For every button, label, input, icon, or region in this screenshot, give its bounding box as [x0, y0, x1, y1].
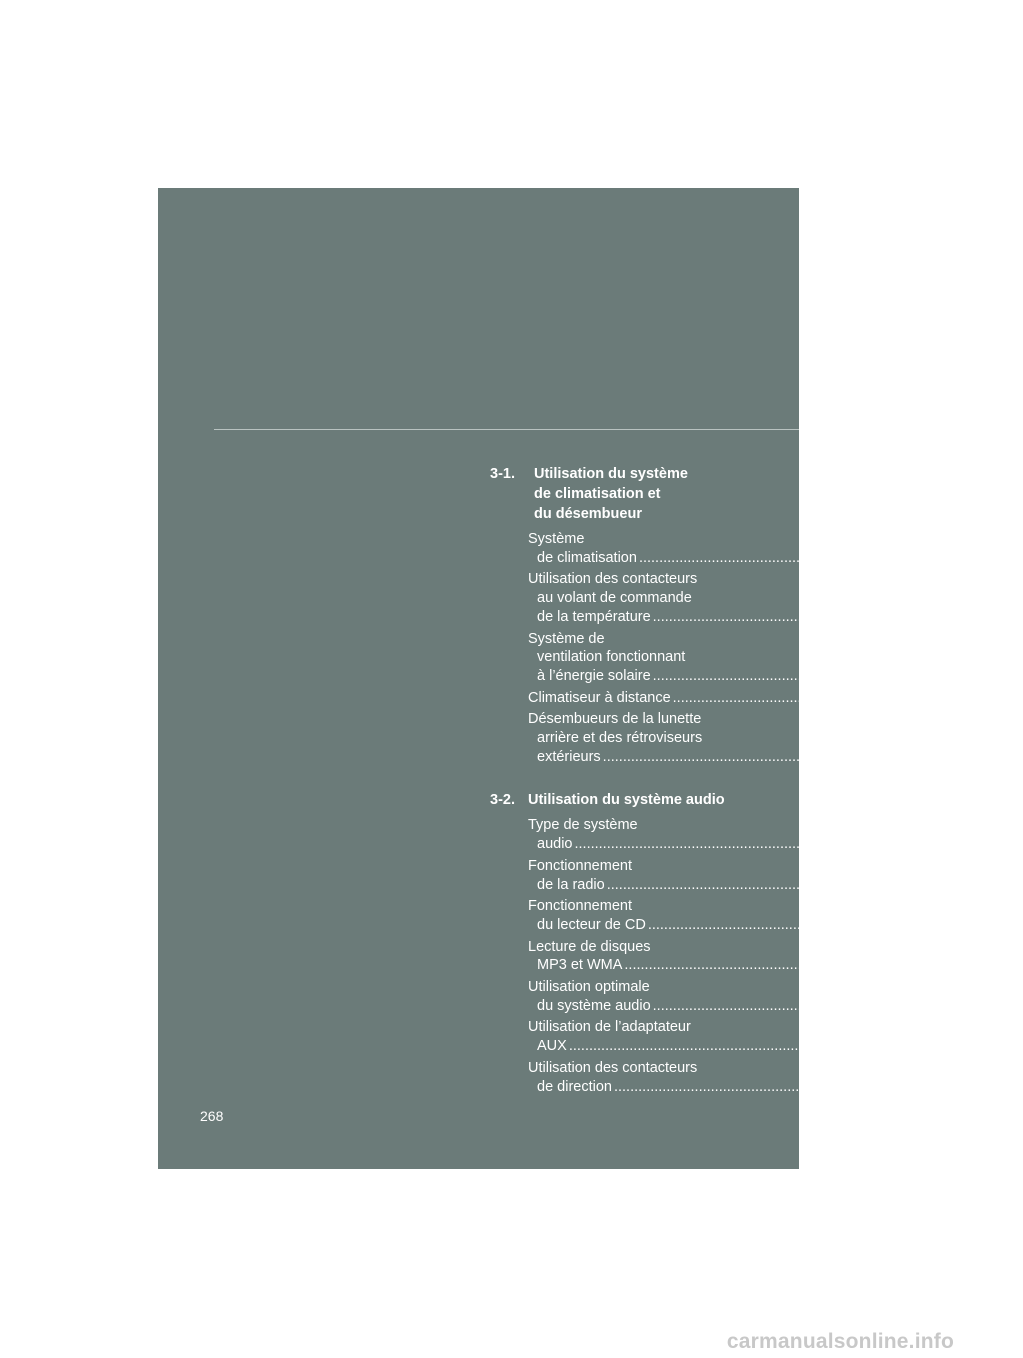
- entry-line: du système audio: [537, 997, 651, 1014]
- toc-entry[interactable]: [528, 1018, 920, 1055]
- section-heading: [490, 790, 740, 810]
- entry-page-number: 289: [928, 748, 953, 765]
- entry-line: au volant de commande: [537, 590, 692, 607]
- table-of-contents: [490, 464, 1023, 1120]
- entry-line: Système: [528, 531, 585, 547]
- entry-line: de direction: [537, 1078, 612, 1095]
- entry-line: MP3 et WMA: [537, 957, 623, 974]
- toc-entry[interactable]: [528, 530, 990, 567]
- section-title-line: de climatisation et: [534, 486, 661, 502]
- entry-line: du lecteur de CD: [537, 916, 646, 933]
- entry-page-number: 291: [900, 836, 925, 853]
- toc-section: [490, 790, 1003, 1096]
- entry-line: Utilisation de l’adaptateur: [528, 1019, 691, 1036]
- divider-line: [214, 429, 799, 430]
- section-title: [528, 464, 740, 524]
- section-title-line: Utilisation du système audio: [528, 792, 725, 809]
- toc-entry[interactable]: [528, 630, 1003, 686]
- entry-page-number: 319: [978, 997, 1003, 1014]
- dot-leader: ................................................................................: [568, 1038, 892, 1055]
- section-number: 3-1.: [490, 466, 515, 482]
- entry-line: de la radio: [537, 876, 605, 893]
- entry-line: Fonctionnement: [528, 857, 632, 874]
- entry-page-number: 322: [894, 1038, 920, 1055]
- entry-line: Fonctionnement: [528, 898, 632, 915]
- toc-entry[interactable]: [528, 978, 1003, 1015]
- entry-line: Utilisation des contacteurs: [528, 1059, 698, 1076]
- dot-leader: ................................................................................: [613, 1078, 937, 1095]
- entry-line: audio: [537, 836, 573, 853]
- toc-entry[interactable]: [528, 857, 958, 894]
- entry-page-number: 280: [978, 608, 1003, 625]
- watermark: carmanualsonline.info: [726, 1330, 954, 1353]
- toc-entry[interactable]: [528, 816, 925, 853]
- entry-line: Lecture de disques: [528, 938, 651, 955]
- entry-page-number: 303: [973, 916, 999, 933]
- dot-leader: ................................................................................: [606, 876, 930, 893]
- section-title: [528, 790, 740, 810]
- entry-line: Désembueurs de la lunette: [528, 711, 702, 728]
- dot-leader: ................................................................................: [602, 748, 925, 765]
- entry-line: Type de système: [528, 817, 638, 834]
- entry-line: extérieurs: [537, 748, 601, 765]
- entry-line: Système de: [528, 630, 605, 647]
- toc-section: [490, 464, 1023, 766]
- entry-line: ventilation fonctionnant: [537, 649, 686, 666]
- entry-page-number: 294: [932, 876, 958, 893]
- dot-leader: ................................................................................: [672, 689, 995, 706]
- entry-page-number: 311: [951, 957, 975, 974]
- entry-line: Utilisation optimale: [528, 979, 650, 996]
- dot-leader: ................................................................................: [652, 608, 975, 625]
- page-number: 268: [200, 1108, 224, 1124]
- toc-entry[interactable]: [528, 689, 1023, 708]
- toc-entry[interactable]: [528, 897, 999, 934]
- entry-page-number: 323: [940, 1078, 965, 1095]
- entry-page-number: 285: [998, 689, 1023, 706]
- dot-leader: ................................................................................: [652, 667, 975, 684]
- toc-entry[interactable]: [528, 570, 1003, 626]
- toc-entry[interactable]: [528, 710, 953, 766]
- section-heading: [490, 464, 740, 524]
- dot-leader: ................................................................................: [624, 957, 947, 974]
- dot-leader: ................................................................................: [652, 997, 975, 1014]
- entry-line: de climatisation: [537, 549, 637, 566]
- entry-line: AUX: [537, 1038, 567, 1055]
- entry-page-number: 270: [965, 549, 990, 566]
- toc-entry[interactable]: [528, 1059, 965, 1096]
- dot-leader: ................................................................................: [647, 916, 971, 933]
- entry-line: Climatiseur à distance: [528, 689, 671, 706]
- entry-line: à l’énergie solaire: [537, 667, 651, 684]
- dot-leader: ................................................................................: [574, 836, 897, 853]
- dot-leader: ................................................................................: [638, 549, 962, 566]
- section-number: 3-2.: [490, 792, 515, 809]
- entry-page-number: 282: [978, 667, 1003, 684]
- toc-entry[interactable]: [528, 938, 975, 975]
- entry-line: de la température: [537, 608, 651, 625]
- section-title-line: du désembueur: [534, 506, 642, 522]
- section-title-line: Utilisation du système: [534, 466, 688, 482]
- entry-line: Utilisation des contacteurs: [528, 571, 698, 588]
- entry-line: arrière et des rétroviseurs: [537, 730, 703, 747]
